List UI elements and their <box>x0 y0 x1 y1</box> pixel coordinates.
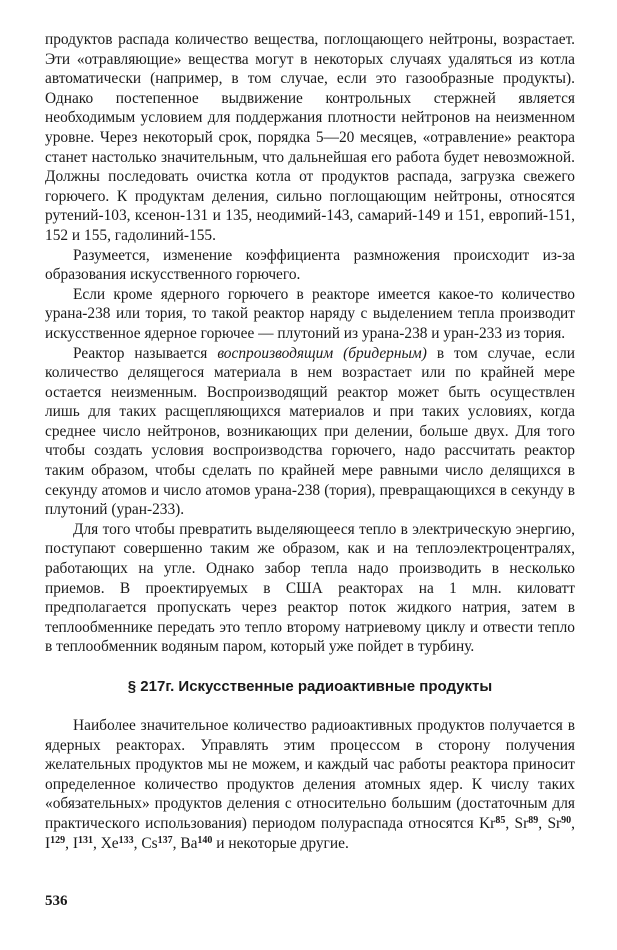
isotope-symbol: I <box>45 834 51 852</box>
isotope-symbol: Xe <box>100 834 119 852</box>
breeder-text-after: в том случае, если количество делящегося материала в нем возрастает или по крайней мере остается неизменным. Воспроизводящий реактор может быть осуществлен лишь для таких расщепляющихся материалов и при таких условиях, когда среднее число нейтронов, возникающих при делении, больше двух. Для того чтобы создать условия воспроизводства горючего, надо рассчитать реактор таким образом, чтобы сделать по крайней мере равными число делящихся в секунду атомов и число атомов урана-238 (тория), превращающихся в секунду в плутоний (уран-233). <box>45 344 575 519</box>
isotope-mass-number: 140 <box>197 834 213 846</box>
isotope-mass-number: 89 <box>528 814 539 826</box>
isotope-sr-89 <box>515 815 539 832</box>
breeder-term: воспроизводящим (бридерным) <box>217 344 427 362</box>
isotope-list: Kr$^{85}$, Sr$^{89}$, Sr$^{90}$, $I^{129}$, $I^{131}$, Xe$^{133}$, Cs$^{137}$, Ba$^{140}$ <box>45 814 575 852</box>
paragraph-fission-poisoning: продуктов распада количество вещества, поглощающего нейтроны, возрастает. Эти «отравляющие» вещества могут в некоторых случаях удаляться из котла автоматически (например, в том случае, если это газообразные продукты). Однако постепенное выдвижение контрольных стержней является необходимым условием для поддержания плотности нейтронов на неизменном уровне. Через некоторый срок, порядка 5—20 месяцев, «отравление» реактора станет настолько значительным, что дальнейшая его работа будет невозможной. Должны последовать очистка котла от продуктов распада, загрузка свежего горючего. К продуктам деления, сильно поглощающим нейтроны, относятся рутений-103, ксенон-131 и 135, неодимий-143, самарий-149 и 151, европий-151, 152 и 155, гадолиний-155. <box>45 31 575 244</box>
isotope-xe-133 <box>101 835 134 852</box>
isotope-mass-number: 85 <box>495 814 506 826</box>
breeder-text-before: Реактор называется <box>73 344 218 362</box>
isotope-ba-140 <box>180 835 212 852</box>
isotope-cs-137 <box>141 835 172 852</box>
isotope-mass-number: 131 <box>77 834 93 846</box>
radioactive-products-ending: и некоторые другие. <box>212 834 349 852</box>
isotope-symbol: Sr <box>547 814 562 832</box>
isotope-i-129 <box>45 835 65 852</box>
paragraph-heat-conversion: Для того чтобы превратить выделяющееся тепло в электрическую энергию, поступают совершенно таким же образом, как и на теплоэлектроцентралях, работающих на угле. Однако забор тепла надо производить в несколько приемов. В проектируемых в США реакторах на 1 млн. киловатт предполагается пропускать через реактор поток жидкого натрия, затем в теплообменнике передать это тепло второму натриевому циклу и отвести тепло в теплообменник водяным паром, который уже пойдет в турбину. <box>45 520 575 656</box>
isotope-mass-number: 129 <box>50 834 66 846</box>
isotope-symbol: Kr <box>479 814 496 832</box>
page-number: 536 <box>45 893 68 909</box>
isotope-symbol: Ba <box>180 834 198 852</box>
isotope-kr-85 <box>479 815 505 832</box>
paragraph-artificial-fuel: Если кроме ядерного горючего в реакторе имеется какое-то количество урана-238 или тория, то такой реактор наряду с выделением тепла производит искусственное ядерное горючее — плутоний из урана-238 и уран-233 из тория. <box>45 285 575 342</box>
radioactive-products-text: Наиболее значительное количество радиоактивных продуктов получается в ядерных реакторах. Управлять этим процессом в сторону получения желательных продуктов мы не можем, и каждый час работы реактора приносит определенное количество продуктов деления атомных ядер. К числу таких «обязательных» продуктов деления с относительно большим (достаточным для практического использования) периодом полураспада относятся <box>45 717 575 832</box>
paragraph-radioactive-products <box>45 716 575 853</box>
document-page <box>45 30 575 853</box>
paragraph-multiplication-coefficient: Разумеется, изменение коэффициента размножения происходит из-за образования искусственного горючего. <box>45 246 575 284</box>
isotope-mass-number: 90 <box>561 814 572 826</box>
isotope-symbol: Cs <box>141 834 158 852</box>
isotope-sr-90 <box>547 815 571 832</box>
isotope-mass-number: 137 <box>157 834 173 846</box>
isotope-symbol: I <box>72 834 78 852</box>
isotope-mass-number: 133 <box>118 834 134 846</box>
isotope-i-131 <box>73 835 93 852</box>
section-heading: § 217г. Искусственные радиоактивные продукты <box>127 678 493 695</box>
paragraph-breeder-reactor <box>45 344 575 520</box>
isotope-symbol: Sr <box>514 814 529 832</box>
